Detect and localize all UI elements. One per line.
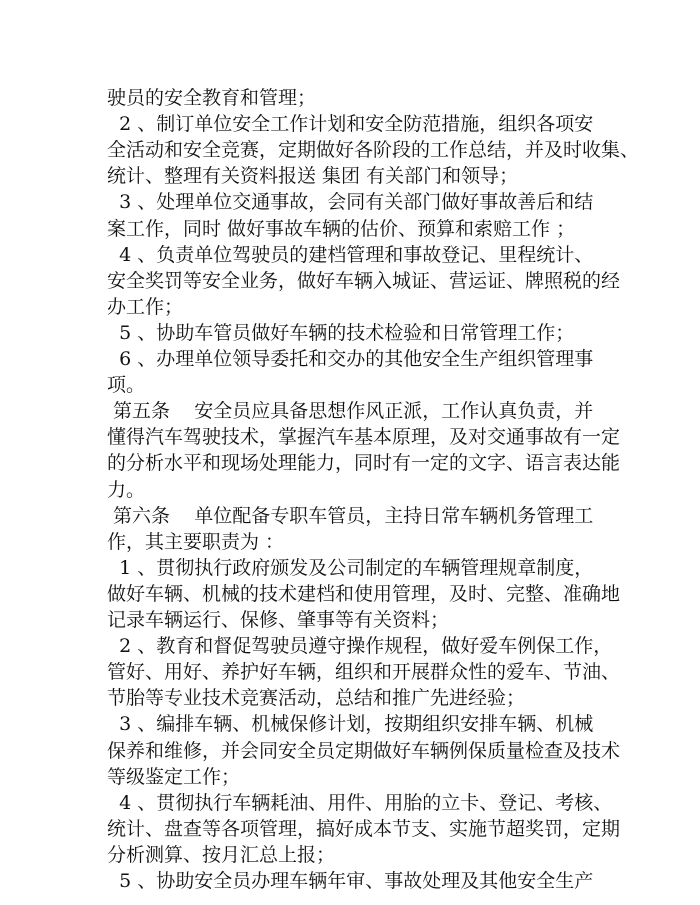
text-line: 保养和维修，并会同安全员定期做好车辆例保质量检查及技术 <box>107 739 621 762</box>
text-line: 节胎等专业技术竞赛活动，总结和推广先进经验； <box>107 687 526 710</box>
text-line: 懂得汽车驾驶技术，掌握汽车基本原理，及对交通事故有一定 <box>107 426 621 449</box>
text-line: 统计、整理有关资料报送 集团 有关部门和领导； <box>107 165 519 188</box>
text-line: 驶员的安全教育和管理； <box>107 87 317 109</box>
text-line: 统计、盘查等各项管理，搞好成本节支、实施节超奖罚，定期 <box>107 817 621 840</box>
text-line: 等级鉴定工作； <box>107 765 241 788</box>
text-line: 办工作； <box>107 295 184 318</box>
text-line: 案工作，同时 做好事故车辆的估价、预算和索赔工作 ； <box>107 217 576 240</box>
text-line: 做好车辆、机械的技术建档和使用管理，及时、完整、准确地 <box>107 582 621 605</box>
text-line: 3 、处理单位交通事故，会同有关部门做好事故善后和结 <box>107 191 594 214</box>
text-line: 6 、办理单位领导委托和交办的其他安全生产组织管理事 <box>107 348 594 370</box>
text-line: 全活动和安全竞赛，定期做好各阶段的工作总结，并及时收集、 <box>107 139 640 162</box>
text-line: 2 、制订单位安全工作计划和安全防范措施，组织各项安 <box>107 113 594 136</box>
text-line: 作，其主要职责为 ： <box>107 530 285 553</box>
text-line: 分析测算、按月汇总上报； <box>107 843 336 866</box>
text-line: 记录车辆运行、保修、肇事等有关资料； <box>107 609 450 631</box>
text-line: 第五条 安全员应具备思想作风正派，工作认真负责，并 <box>107 400 594 423</box>
text-line: 项。 <box>107 374 146 397</box>
text-line: 1 、贯彻执行政府颁发及公司制定的车辆管理规章制度， <box>107 556 594 579</box>
text-line: 管好、用好、养护好车辆，组织和开展群众性的爱车、节油、 <box>107 661 621 684</box>
text-line: 安全奖罚等安全业务，做好车辆入城证、营运证、牌照税的经 <box>107 269 621 292</box>
text-line: 4 、负责单位驾驶员的建档管理和事故登记、里程统计、 <box>107 243 594 266</box>
text-line: 5 、协助车管员做好车辆的技术检验和日常管理工作； <box>107 321 575 344</box>
text-line: 的分析水平和现场处理能力，同时有一定的文字、语言表达能 <box>107 452 621 475</box>
text-line: 3 、编排车辆、机械保修计划，按期组织安排车辆、机械 <box>107 713 594 736</box>
text-line: 力。 <box>107 478 146 501</box>
text-line: 2 、教育和督促驾驶员遵守操作规程，做好爱车例保工作， <box>107 635 613 658</box>
text-line: 第六条 单位配备专职车管员，主持日常车辆机务管理工 <box>107 504 594 527</box>
text-line: 4 、贯彻执行车辆耗油、用件、用胎的立卡、登记、考核、 <box>107 791 613 814</box>
text-line: 5 、协助安全员办理车辆年审、事故处理及其他安全生产 <box>107 870 594 892</box>
